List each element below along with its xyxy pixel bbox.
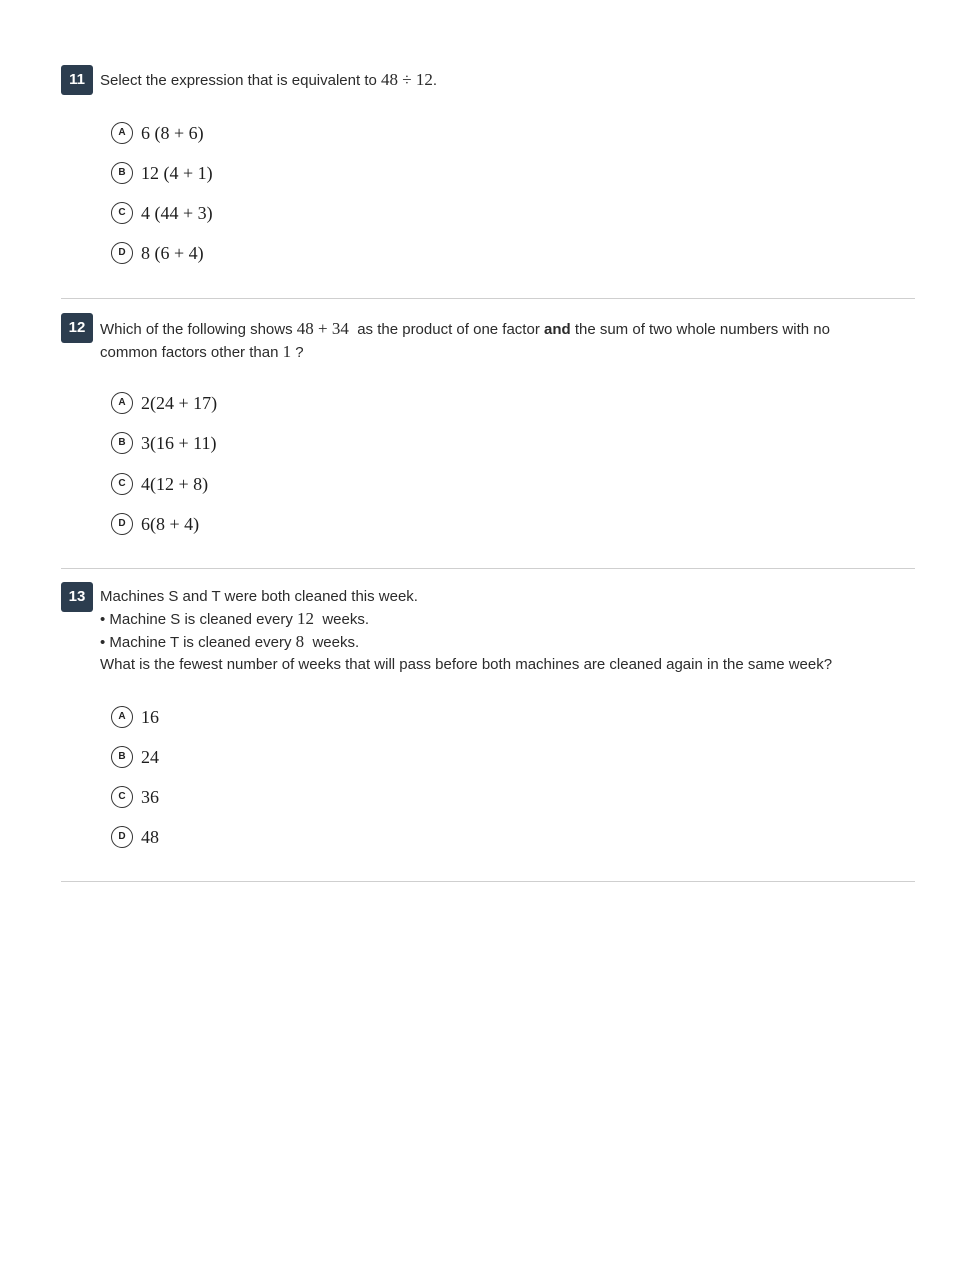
option-text: 24: [141, 747, 159, 767]
option-bubble[interactable]: C: [111, 786, 133, 808]
stem-text: the sum of two whole numbers with no common factors other than: [100, 321, 830, 361]
stem-text: weeks.: [314, 611, 370, 628]
stem-text: Which of the following shows: [100, 321, 297, 338]
question-divider: [61, 881, 915, 882]
stem-text: as the product of one factor: [348, 321, 544, 338]
question-number-badge: 12: [61, 313, 93, 343]
option-text: 4(12 + 8): [141, 474, 209, 494]
option-bubble[interactable]: D: [111, 513, 133, 535]
stem-text: .: [432, 72, 438, 89]
option-text: 36: [141, 787, 159, 807]
stem-line: Machines S and T were both cleaned this week.: [100, 588, 418, 605]
stem-bullet-machine-s: [100, 608, 900, 631]
stem-text: weeks.: [304, 634, 360, 651]
stem-bullet-machine-t: [100, 631, 900, 654]
option-text: 3(16 + 11): [141, 433, 217, 453]
stem-math: 48 + 34: [296, 319, 349, 338]
stem-math: 12: [297, 609, 315, 628]
option-text: 6(8 + 4): [141, 514, 200, 534]
question-number-badge: 11: [61, 65, 93, 95]
option-text: 2(24 + 17): [141, 393, 218, 413]
question-number-badge: 13: [61, 582, 93, 612]
option-bubble[interactable]: A: [111, 706, 133, 728]
stem-text: Select the expression that is equivalent to: [100, 72, 382, 89]
option-bubble[interactable]: B: [111, 746, 133, 768]
option-bubble[interactable]: B: [111, 162, 133, 184]
stem-text: • Machine T is cleaned every: [100, 634, 296, 651]
option-bubble[interactable]: D: [111, 826, 133, 848]
stem-math: 8: [295, 632, 305, 651]
stem-line: What is the fewest number of weeks that will pass before both machines are cleaned again in the same week?: [100, 656, 833, 673]
option-bubble[interactable]: B: [111, 432, 133, 454]
option-bubble[interactable]: C: [111, 473, 133, 495]
option-bubble[interactable]: A: [111, 122, 133, 144]
option-bubble[interactable]: D: [111, 242, 133, 264]
option-bubble[interactable]: A: [111, 392, 133, 414]
question-stem: [100, 318, 890, 364]
option-text: 48: [141, 827, 159, 847]
option-text: 8 (6 + 4): [141, 243, 204, 263]
option-bubble[interactable]: C: [111, 202, 133, 224]
stem-math: 1: [282, 342, 292, 361]
stem-math: 48 ÷ 12: [381, 70, 433, 89]
option-text: 16: [141, 707, 159, 727]
stem-text: • Machine S is cleaned every: [100, 611, 298, 628]
stem-text: ?: [291, 344, 304, 361]
question-stem: [100, 69, 890, 92]
question-divider: [61, 298, 915, 299]
option-text: 12 (4 + 1): [141, 163, 213, 183]
option-text: 6 (8 + 6): [141, 123, 204, 143]
option-text: 4 (44 + 3): [141, 203, 213, 223]
question-divider: [61, 568, 915, 569]
question-stem: [100, 586, 900, 676]
stem-bold-text: and: [543, 321, 571, 338]
